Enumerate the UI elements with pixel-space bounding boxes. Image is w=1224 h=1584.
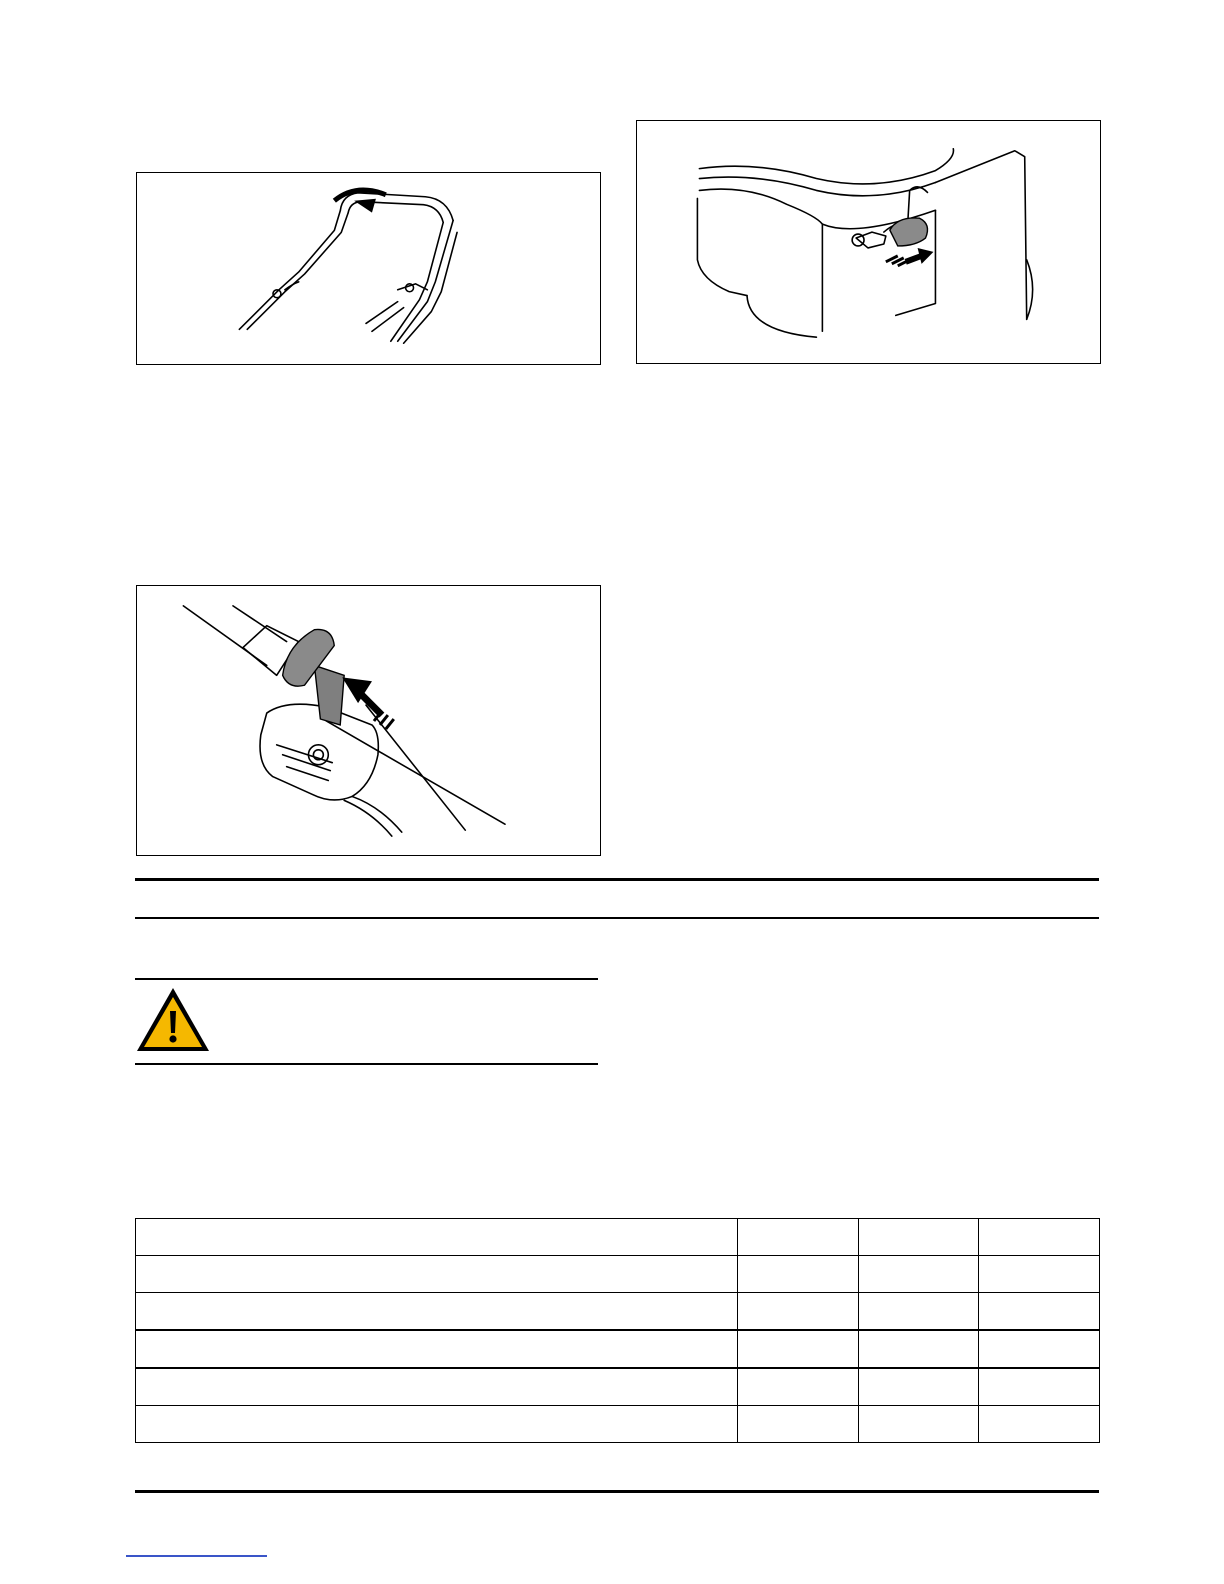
warning-rule-top [135,978,598,980]
throttle-illustration [137,586,600,855]
warning-triangle-icon [134,985,212,1055]
section-rule-bottom [135,917,1099,919]
table-cell [859,1368,979,1406]
table-cell [859,1219,979,1256]
table-cell [136,1330,738,1368]
table-row [136,1406,1100,1443]
table-cell [979,1330,1100,1368]
table-row [136,1219,1100,1256]
handle-fold-illustration [137,173,600,364]
warning-rule-bottom [135,1063,598,1065]
figure-handle-fold [136,172,601,365]
table-cell [136,1219,738,1256]
table-cell [738,1406,859,1443]
table-cell [738,1219,859,1256]
section-rule-top [135,878,1099,881]
spark-plug-illustration [637,121,1100,363]
table-row [136,1256,1100,1293]
table-cell [979,1293,1100,1331]
table-cell [979,1368,1100,1406]
footer-rule [135,1490,1099,1493]
table-row [136,1368,1100,1406]
table-cell [979,1256,1100,1293]
table-cell [136,1256,738,1293]
table-cell [738,1293,859,1331]
figure-spark-plug-cap [636,120,1101,364]
footer-link-underline[interactable] [126,1555,267,1557]
table-cell [859,1256,979,1293]
table-cell [136,1368,738,1406]
table-cell [979,1219,1100,1256]
table-cell [738,1330,859,1368]
figure-throttle-lever [136,585,601,856]
table-cell [859,1406,979,1443]
table-cell [738,1256,859,1293]
table-cell [859,1330,979,1368]
table-cell [136,1293,738,1331]
table-cell [738,1368,859,1406]
table-cell [859,1293,979,1331]
table-row [136,1293,1100,1331]
table-row [136,1330,1100,1368]
table-cell [979,1406,1100,1443]
table-cell [136,1406,738,1443]
maintenance-table [135,1218,1100,1443]
